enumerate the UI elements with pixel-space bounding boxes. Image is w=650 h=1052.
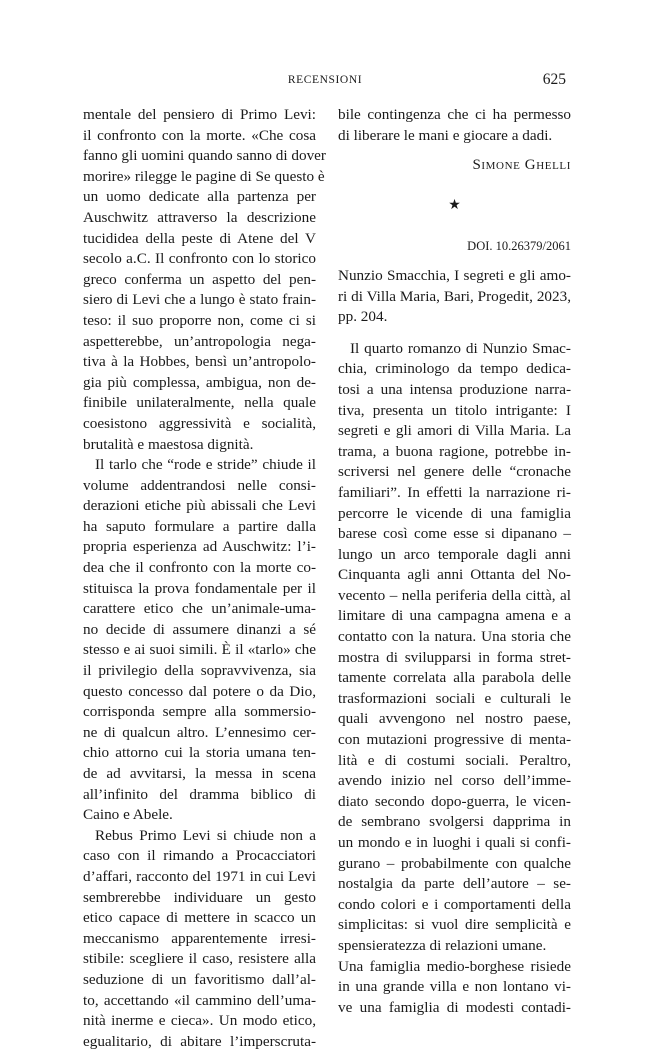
review-signature: Simone Ghelli bbox=[472, 157, 571, 174]
text-line: nità inerme e cieca». Un modo etico, bbox=[83, 1012, 316, 1030]
text-line: mentale del pensiero di Primo Levi: bbox=[83, 106, 316, 123]
text-line: mostra di svilupparsi in forma stret- bbox=[338, 648, 571, 666]
text-line: trama, a buona ragione, potrebbe in- bbox=[338, 442, 571, 460]
citation-line: pp. 204. bbox=[338, 308, 388, 326]
citation-line: ri di Villa Maria, Bari, Progedit, 2023, bbox=[338, 287, 571, 305]
text-line: caso con il rimando a Procacciatori bbox=[83, 847, 316, 865]
text-line: volume addentrandosi nelle consi- bbox=[83, 476, 316, 494]
text-line: brutalità e maestosa dignità. bbox=[83, 435, 254, 453]
text-line: de ad avvitarsi, la messa in scena bbox=[83, 765, 316, 782]
text-line: tiva à la Hobbes, bensì un’antropolo- bbox=[83, 353, 316, 371]
text-line: tucididea della peste di Atene del V bbox=[83, 229, 316, 247]
text-line: ha saputo formulare a partire dalla bbox=[83, 517, 316, 535]
text-line: seduzione di un favoritismo dall’al- bbox=[83, 970, 316, 988]
text-line: finibile unilateralmente, nella quale bbox=[83, 394, 316, 412]
text-line: simplicitas: si vuol dire semplicità e bbox=[338, 916, 571, 934]
text-line: ve una famiglia di modesti contadi- bbox=[338, 998, 571, 1016]
text-line: percorre le vicende di una famiglia bbox=[338, 504, 571, 522]
text-line: corrisponda sempre alla sommersio- bbox=[83, 703, 316, 721]
text-line: di liberare le mani e giocare a dadi. bbox=[338, 126, 553, 144]
text-line: chia, criminologo da tempo dedica- bbox=[338, 360, 571, 378]
text-line: teso: il suo proporre non, come ci si bbox=[83, 311, 316, 329]
text-line: siero di Levi che a lungo è stato frain- bbox=[83, 291, 316, 309]
doi: DOI. 10.26379/2061 bbox=[467, 239, 571, 254]
text-line: spensieratezza di relazioni umane. bbox=[338, 936, 547, 954]
text-line: secolo a.C. Il confronto con lo storico bbox=[83, 250, 316, 268]
text-line: stituisca la prova fondamentale per il bbox=[83, 579, 316, 597]
text-line: il privilegio della sopravvivenza, sia bbox=[83, 662, 316, 680]
text-line: lungo un arco temporale dagli anni bbox=[338, 545, 571, 563]
text-line: questo concesso dal potere o da Dio, bbox=[83, 682, 316, 700]
text-line: to, accettando «il cammino dell’uma- bbox=[83, 991, 316, 1009]
text-line: contatto con la natura. Una storia che bbox=[338, 628, 571, 646]
text-line: Cinquanta agli anni Ottanta del No- bbox=[338, 566, 571, 584]
text-line: Una famiglia medio-borghese risiede bbox=[338, 957, 571, 975]
text-line: gia più complessa, ambigua, non de- bbox=[83, 373, 316, 391]
text-line: avendo inizio nel corso dell’imme- bbox=[338, 772, 571, 790]
text-line: in una grande villa e non lontano vi- bbox=[338, 978, 571, 996]
text-line: un uomo dedicate alla partenza per bbox=[83, 188, 316, 206]
text-line: meccanismo apparentemente irresi- bbox=[83, 929, 316, 947]
book-citation bbox=[338, 266, 571, 328]
text-line: fanno gli uomini quando sanno di dover bbox=[83, 147, 326, 165]
review-body bbox=[338, 339, 571, 1019]
text-line: chio attorno cui la storia umana ten- bbox=[83, 744, 316, 762]
text-line: il confronto con la morte. «Che cosa bbox=[83, 126, 316, 144]
text-line: Il tarlo che “rode e stride” chiude il bbox=[95, 456, 316, 474]
text-line: lità e di costumi sociali. Peraltro, bbox=[338, 751, 571, 769]
text-line: egualitario, di abitare l’imperscruta- bbox=[83, 1032, 316, 1050]
text-line: diato secondo dopo-guerra, le vicen- bbox=[338, 792, 571, 810]
text-line: tiva, presenta un titolo intrigante: I bbox=[338, 401, 571, 419]
text-line: limitare di una campagna amena e a bbox=[338, 607, 571, 625]
text-line: ne di qualcun altro. L’ennesimo cer- bbox=[83, 723, 316, 741]
text-line: de sembrano svolgersi dapprima in bbox=[338, 813, 571, 831]
citation-line: Nunzio Smacchia, I segreti e gli amo- bbox=[338, 266, 571, 284]
text-line: familiari”. In effetti la narrazione ri- bbox=[338, 483, 571, 501]
section-title: RECENSIONI bbox=[287, 74, 363, 86]
text-line: stibile: scegliere il caso, resistere alla bbox=[83, 950, 316, 968]
right-column bbox=[338, 105, 571, 1018]
text-line: etico capace di mettere in scacco un bbox=[83, 909, 316, 927]
text-line: scriversi nel genere delle “cronache bbox=[338, 463, 571, 481]
text-line: segreti e gli amori di Villa Maria. La bbox=[338, 422, 571, 440]
previous-review-ending bbox=[338, 105, 571, 146]
text-line: Caino e Abele. bbox=[83, 806, 173, 824]
text-line: aspetterebbe, un’antropologia nega- bbox=[83, 332, 316, 350]
text-line: derazioni etiche più abissali che Levi bbox=[83, 497, 316, 515]
text-line: tosi a una intensa produzione narra- bbox=[338, 380, 571, 398]
text-line: carattere etico che un’animale-uma- bbox=[83, 600, 316, 618]
text-line: coesistono aggressività e socialità, bbox=[83, 414, 316, 432]
separator-star: ★ bbox=[448, 197, 461, 213]
text-line: vecento – nella periferia della città, al bbox=[338, 586, 571, 604]
text-line: morire» rilegge le pagine di Se questo è bbox=[83, 167, 325, 185]
text-line: tamente correlata alla parabola delle bbox=[338, 669, 571, 687]
text-line: greco conferma un aspetto del pen- bbox=[83, 270, 316, 288]
text-line: Auschwitz attraverso la descrizione bbox=[83, 208, 316, 226]
text-line: condo colori e i comportamenti della bbox=[338, 895, 571, 913]
text-line: gurano – probabilmente con qualche bbox=[338, 854, 571, 872]
text-line: sembrerebbe individuare un gesto bbox=[83, 888, 316, 906]
text-line: stesso e ai suoi simili. È il «tarlo» che bbox=[83, 641, 316, 659]
text-line: barese così come esse si dipanano – bbox=[338, 525, 571, 543]
text-line: Il quarto romanzo di Nunzio Smac- bbox=[350, 339, 571, 357]
text-line: propria esperienza ad Auschwitz: l’i- bbox=[83, 538, 316, 556]
running-head bbox=[0, 71, 650, 94]
text-line: con mutazioni progressive di menta- bbox=[338, 731, 571, 749]
text-line: dea che il confronto con la morte co- bbox=[83, 559, 316, 577]
text-line: all’infinito del dramma biblico di bbox=[83, 785, 316, 803]
text-line: un mondo e in luoghi i quali si confi- bbox=[338, 834, 571, 851]
text-line: bile contingenza che ci ha permesso bbox=[338, 106, 571, 123]
text-line: nostalgia da parte dell’autore – se- bbox=[338, 875, 571, 893]
text-line: d’affari, racconto del 1971 in cui Levi bbox=[83, 867, 316, 885]
left-column bbox=[83, 105, 326, 1052]
text-line: Rebus Primo Levi si chiude non a bbox=[95, 826, 316, 844]
text-line: no decide di assumere dinanzi a sé bbox=[83, 620, 316, 638]
text-line: trasformazioni sociali e culturali le bbox=[338, 689, 571, 707]
page-number: 625 bbox=[542, 71, 566, 88]
text-line: quali avvengono nel nostro paese, bbox=[338, 710, 571, 728]
